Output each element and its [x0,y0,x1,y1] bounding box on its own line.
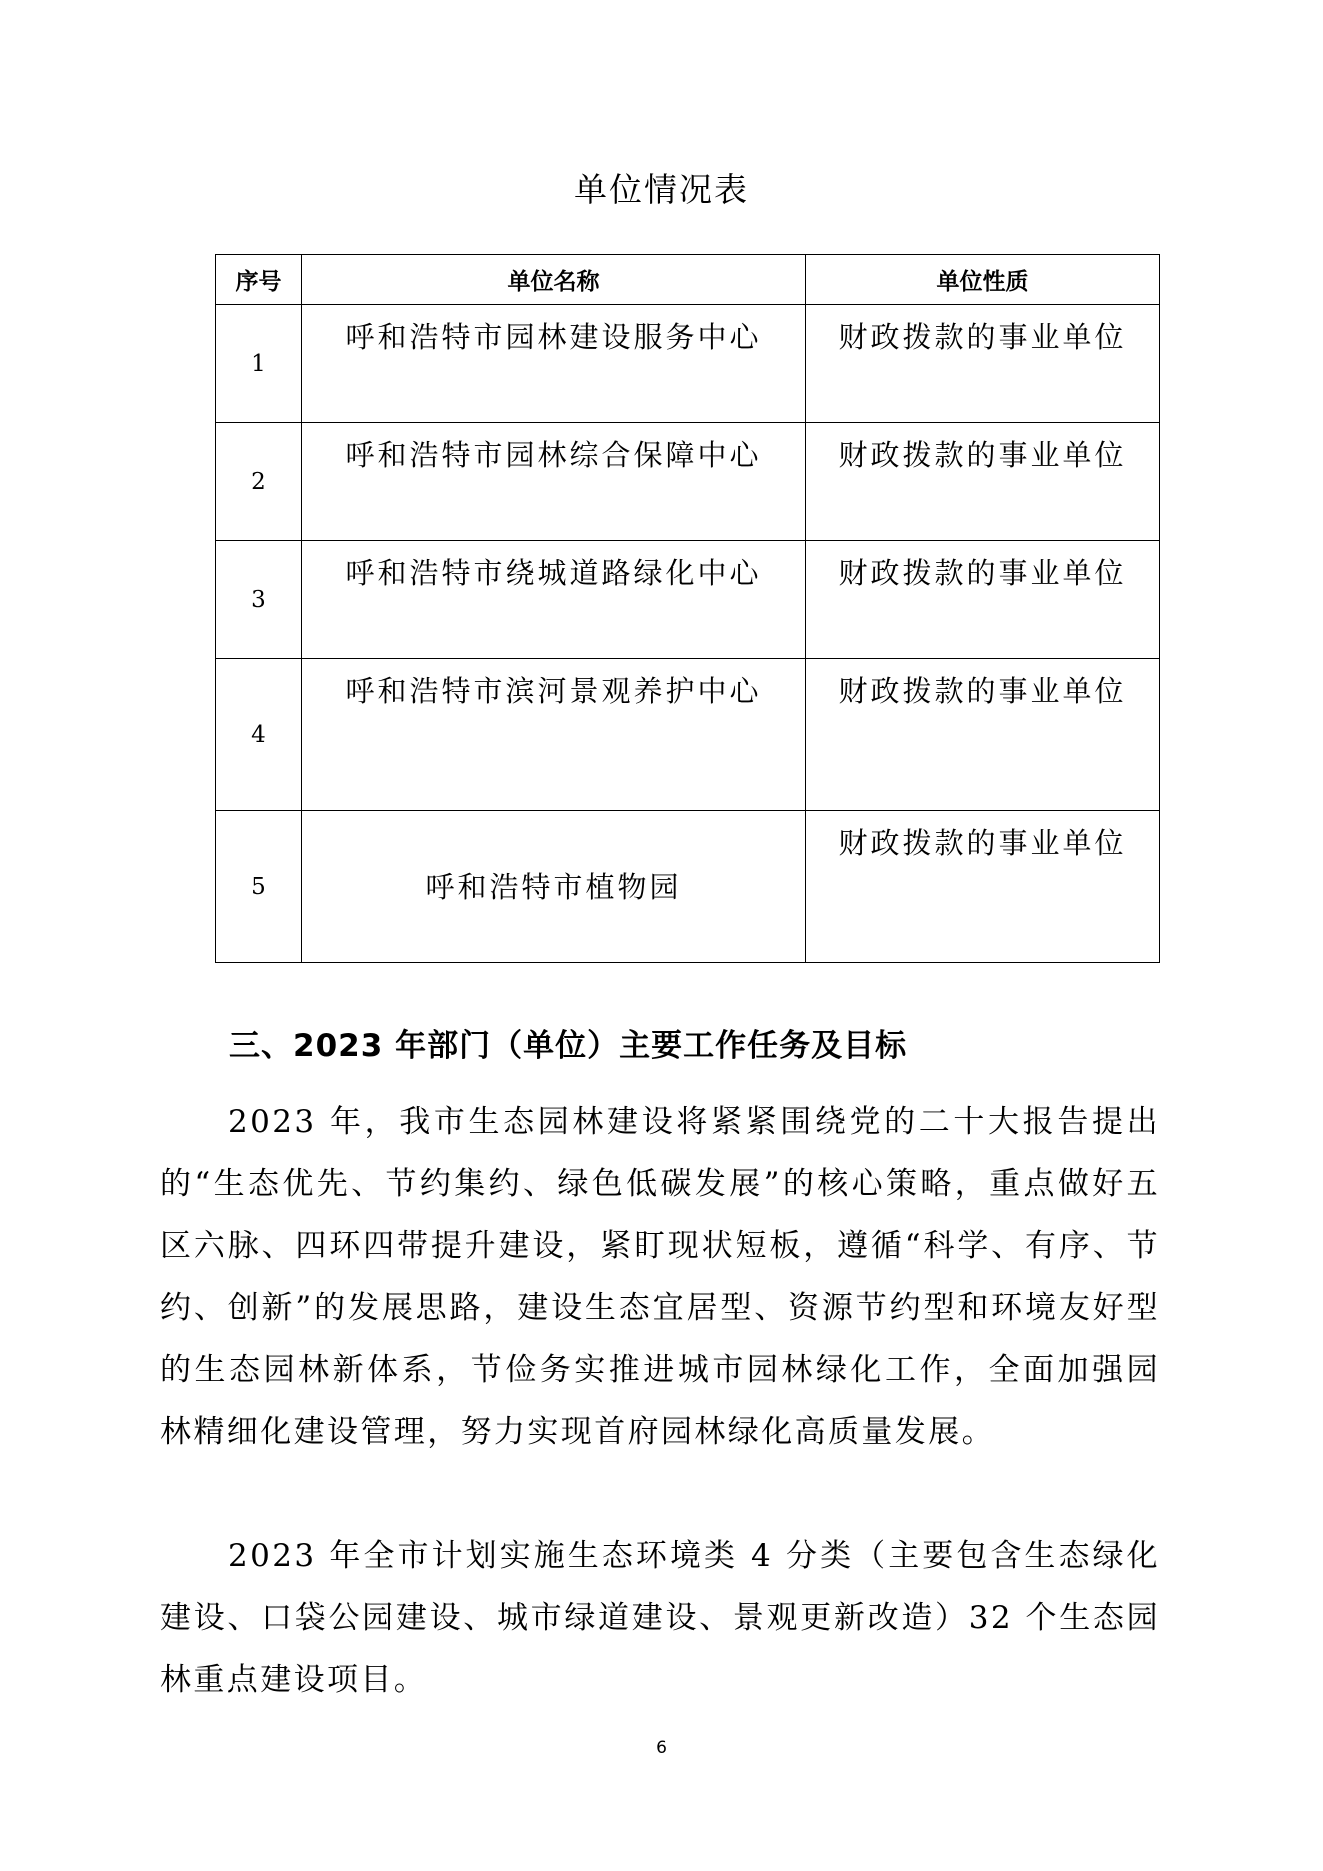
table-row [216,541,1160,659]
unit-nature: 财政拨款的事业单位 [806,811,1160,963]
header-unit-nature: 单位性质 [806,255,1160,305]
page-number: 6 [656,1738,667,1758]
unit-name: 呼和浩特市滨河景观养护中心 [302,659,806,811]
unit-name: 呼和浩特市园林综合保障中心 [302,423,806,541]
table-header-row [216,255,1160,305]
row-index: 1 [216,305,302,423]
table-row [216,659,1160,811]
row-index: 5 [216,811,302,963]
row-index: 3 [216,541,302,659]
table-row [216,811,1160,963]
unit-name: 呼和浩特市园林建设服务中心 [302,305,806,423]
unit-nature: 财政拨款的事业单位 [806,423,1160,541]
table-title: 单位情况表 [574,170,749,209]
row-index: 2 [216,423,302,541]
unit-name: 呼和浩特市绕城道路绿化中心 [302,541,806,659]
table-row [216,305,1160,423]
body-paragraph: 2023 年全市计划实施生态环境类 4 分类（主要包含生态绿化建设、口袋公园建设、城市绿道建设、景观更新改造）32 个生态园林重点建设项目。 [160,1538,1160,1698]
header-unit-name: 单位名称 [302,255,806,305]
body-paragraph: 2023 年，我市生态园林建设将紧紧围绕党的二十大报告提出的“生态优先、节约集约、绿色低碳发展”的核心策略，重点做好五区六脉、四环四带提升建设，紧盯现状短板，遵循“科学、有序、节约、创新”的发展思路，建设生态宜居型、资源节约型和环境友好型的生态园林新体系，节俭务实推进城市园林绿化工作，全面加强园林精细化建设管理，努力实现首府园林绿化高质量发展。 [160,1104,1160,1450]
unit-nature: 财政拨款的事业单位 [806,305,1160,423]
unit-nature: 财政拨款的事业单位 [806,541,1160,659]
unit-info-table [215,254,1160,963]
unit-nature: 财政拨款的事业单位 [806,659,1160,811]
row-index: 4 [216,659,302,811]
header-index: 序号 [216,255,302,305]
section-heading: 三、2023 年部门（单位）主要工作任务及目标 [229,1028,908,1064]
table-row [216,423,1160,541]
unit-name: 呼和浩特市植物园 [302,811,806,963]
